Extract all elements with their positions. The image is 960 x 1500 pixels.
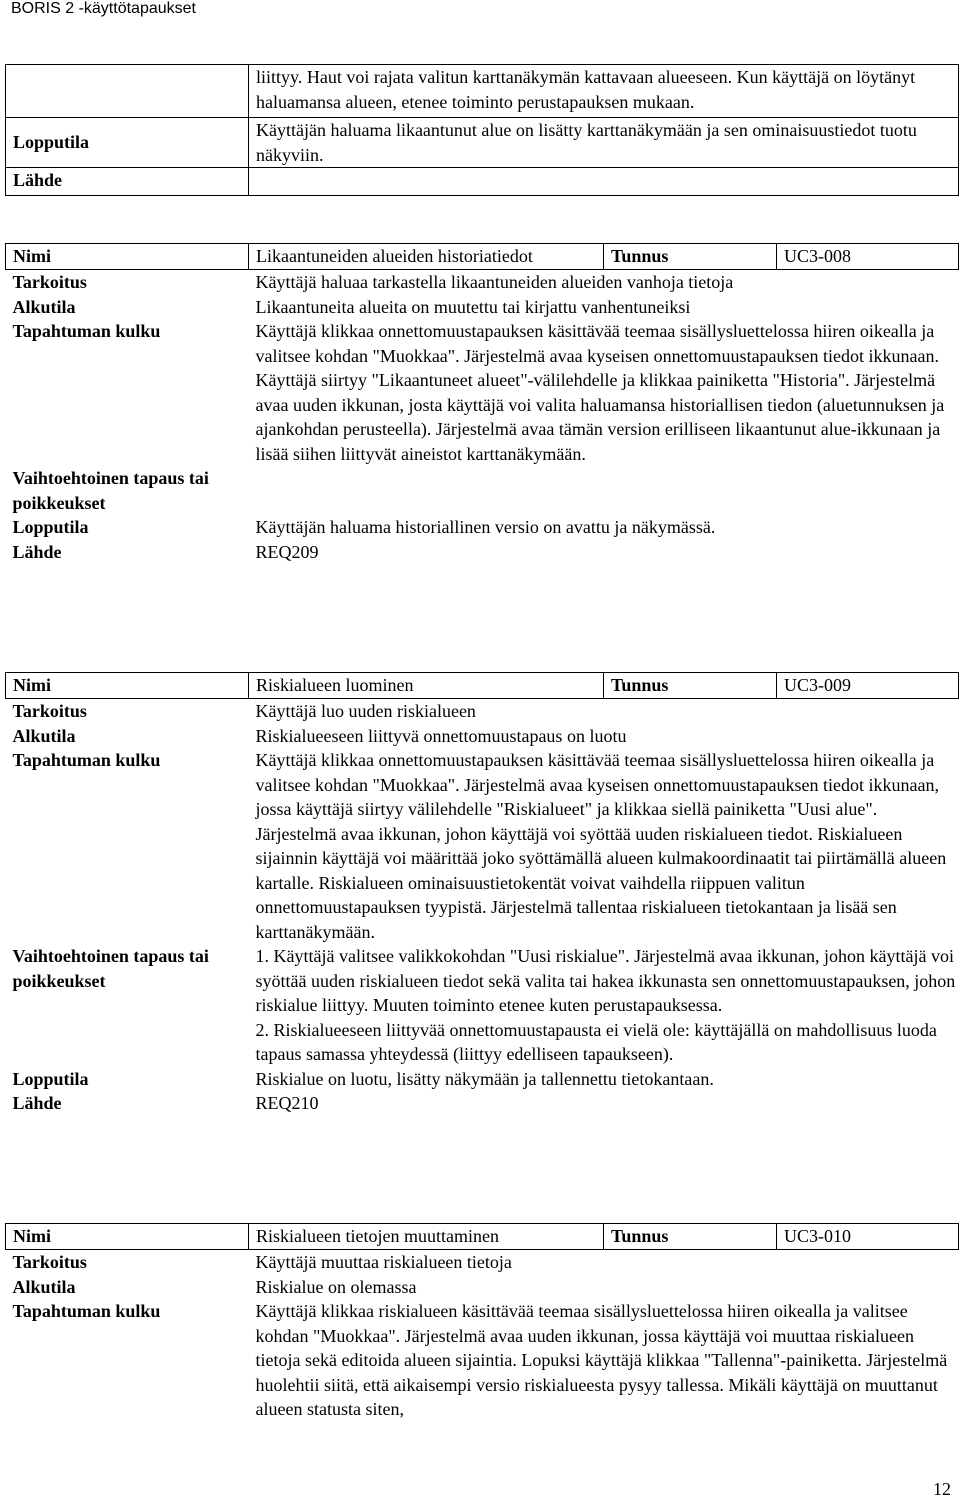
row-value: liittyy. Haut voi rajata valitun karttanäkymän kattavaan alueeseen. Kun käyttäjä on löytänyt haluamansa alueen, etenee toiminto perustapauksen mukaan.: [249, 65, 959, 118]
row-label: Tarkoitus: [12, 701, 87, 721]
row-value: Likaantuneita alueita on muutettu tai kirjattu vanhentuneiksi: [255, 296, 691, 317]
table-row: [6, 699, 959, 724]
alternative-case-1: 1. Käyttäjä valitsee valikkokohdan "Uusi riskialue". Järjestelmä avaa ikkunan, johon käyttäjä voi syöttää uuden riskialueen tiedot sekä valita tai hakea ikkunasta sen onnettomuustapauksen, johon riskialue liittyy. Muuten toiminto etenee kuten perustapauksessa.: [255, 946, 956, 1015]
use-case-id: UC3-008: [777, 244, 959, 270]
alternative-case-2: 2. Riskialueeseen liittyvää onnettomuustapausta ei vielä ole: käyttäjällä on mahdollisuus luoda tapaus samassa yhteydessä (liittyy edelliseen tapaukseen).: [255, 1019, 937, 1064]
row-value: Käyttäjä klikkaa onnettomuustapauksen käsittävää teemaa sisällysluettelossa hiiren oikealla ja valitsee kohdan "Muokkaa". Järjestelmä avaa kyseisen onnettomuustapauksen tiedot ikkunaan, jossa käyttäjä siirtyy välilehdelle "Riskialueet" ja klikkaa siellä painiketta "Uusi alue". Järjestelmä avaa ikkunan, johon käyttäjä voi syöttää uuden riskialueen tiedot. Riskialueen sijainnin käyttäjä voi määrittää joko syöttämällä alueen kulmakoordinaatit tai piirtämällä alueen kartalle. Riskialueen ominaisuustietokentät voivat vaihdella riippuen valitun onnettomuustapauksen tyypistä. Järjestelmä tallentaa riskialueen tietokantaan ja lisää sen karttanäkymään.: [255, 750, 947, 942]
use-case-header-row: [6, 244, 959, 270]
row-value: Käyttäjä muuttaa riskialueen tietoja: [255, 1252, 512, 1272]
row-label: Tapahtuman kulku: [12, 1301, 161, 1321]
use-case-table-uc3-009: [5, 672, 959, 1116]
row-value: [249, 466, 959, 515]
row-label: Vaihtoehtoinen tapaus tai poikkeukset: [12, 946, 209, 991]
row-label: Tapahtuman kulku: [12, 750, 161, 770]
row-value: Käyttäjän haluama likaantunut alue on lisätty karttanäkymään ja sen ominaisuustiedot tuotu näkyviin.: [249, 118, 959, 168]
row-value: [249, 168, 959, 196]
page-number: 12: [933, 1479, 951, 1499]
row-value: Riskialue on luotu, lisätty näkymään ja tallennettu tietokantaan.: [255, 1068, 714, 1089]
continuation-table: [5, 64, 959, 196]
use-case-id: UC3-010: [777, 1224, 959, 1250]
row-label: Lähde: [12, 541, 62, 562]
table-row: [6, 65, 959, 118]
row-value: REQ210: [255, 1093, 319, 1113]
table-row: [6, 466, 959, 515]
table-row: [6, 118, 959, 168]
table-row: [6, 319, 959, 466]
row-label: Vaihtoehtoinen tapaus tai poikkeukset: [12, 468, 209, 513]
tunnus-label: Tunnus: [604, 1224, 777, 1250]
table-row: [6, 540, 959, 565]
document-header-title: BORIS 2 -käyttötapaukset: [11, 0, 196, 17]
row-label: Alkutila: [12, 725, 76, 746]
tunnus-label: Tunnus: [604, 244, 777, 270]
table-row: [6, 944, 959, 1067]
row-label: Lopputila: [12, 1068, 89, 1089]
row-label: Alkutila: [12, 296, 76, 317]
name-label: Nimi: [6, 673, 249, 699]
row-label: Lopputila: [12, 517, 89, 537]
name-label: Nimi: [6, 244, 249, 270]
table-row: [6, 168, 959, 196]
use-case-id: UC3-009: [777, 673, 959, 699]
row-value: REQ209: [255, 541, 319, 562]
row-value: Käyttäjä haluaa tarkastella likaantuneiden alueiden vanhoja tietoja: [255, 272, 734, 292]
row-label: Tapahtuman kulku: [12, 321, 161, 341]
table-row: [6, 748, 959, 944]
row-value: Käyttäjä klikkaa riskialueen käsittävää teemaa sisällysluettelossa hiiren oikealla ja valitsee kohdan "Muokkaa". Järjestelmä avaa uuden ikkunan, jossa käyttäjä voi muuttaa riskialueen tietoja sekä editoida alueen sijaintia. Lopuksi käyttäjä klikkaa "Tallenna"-painiketta. Järjestelmä huolehtii siitä, että aikaisempi versio riskialueesta pysyy tallessa. Mikäli käyttäjä on muuttanut alueen statusta siten,: [255, 1301, 948, 1419]
table-row: [6, 295, 959, 320]
use-case-header-row: [6, 673, 959, 699]
use-case-table-uc3-010: [5, 1223, 959, 1422]
tunnus-label: Tunnus: [604, 673, 777, 699]
row-value: Käyttäjän haluama historiallinen versio on avattu ja näkymässä.: [255, 517, 716, 537]
table-row: [6, 1275, 959, 1300]
row-label: Alkutila: [12, 1276, 76, 1297]
table-row: [6, 1091, 959, 1116]
use-case-table-uc3-008: [5, 243, 959, 564]
use-case-header-row: [6, 1224, 959, 1250]
use-case-name: Riskialueen tietojen muuttaminen: [249, 1224, 604, 1250]
row-label: Lähde: [12, 1093, 62, 1113]
row-label: [6, 65, 249, 118]
row-value: Käyttäjä klikkaa onnettomuustapauksen käsittävää teemaa sisällysluettelossa hiiren oikealla ja valitsee kohdan "Muokkaa". Järjestelmä avaa kyseisen onnettomuustapauksen tiedot ikkunaan. Käyttäjä siirtyy "Likaantuneet alueet"-välilehdelle ja klikkaa painiketta "Historia". Järjestelmä avaa uuden ikkunan, josta käyttäjä voi valita haluamansa historiallisen tiedon (aluetunnuksen ja ajankohdan perusteella). Järjestelmä avaa tämän version erilliseen likaantunut alue-ikkunaan ja lisää siihen liittyvät aineistot karttanäkymään.: [255, 321, 945, 464]
row-label: Tarkoitus: [12, 1252, 87, 1272]
use-case-name: Likaantuneiden alueiden historiatiedot: [249, 244, 604, 270]
row-label: Tarkoitus: [12, 272, 87, 292]
row-value: Käyttäjä luo uuden riskialueen: [255, 701, 476, 721]
table-row: [6, 1299, 959, 1422]
table-row: [6, 515, 959, 540]
table-row: [6, 724, 959, 749]
table-row: [6, 1067, 959, 1092]
row-value: Riskialueeseen liittyvä onnettomuustapaus on luotu: [255, 725, 627, 746]
row-value: Riskialue on olemassa: [255, 1276, 417, 1297]
row-label: Lopputila: [6, 118, 249, 168]
row-label: Lähde: [6, 168, 249, 196]
row-value: [249, 944, 959, 1067]
name-label: Nimi: [6, 1224, 249, 1250]
table-row: [6, 270, 959, 295]
use-case-name: Riskialueen luominen: [249, 673, 604, 699]
table-row: [6, 1250, 959, 1275]
